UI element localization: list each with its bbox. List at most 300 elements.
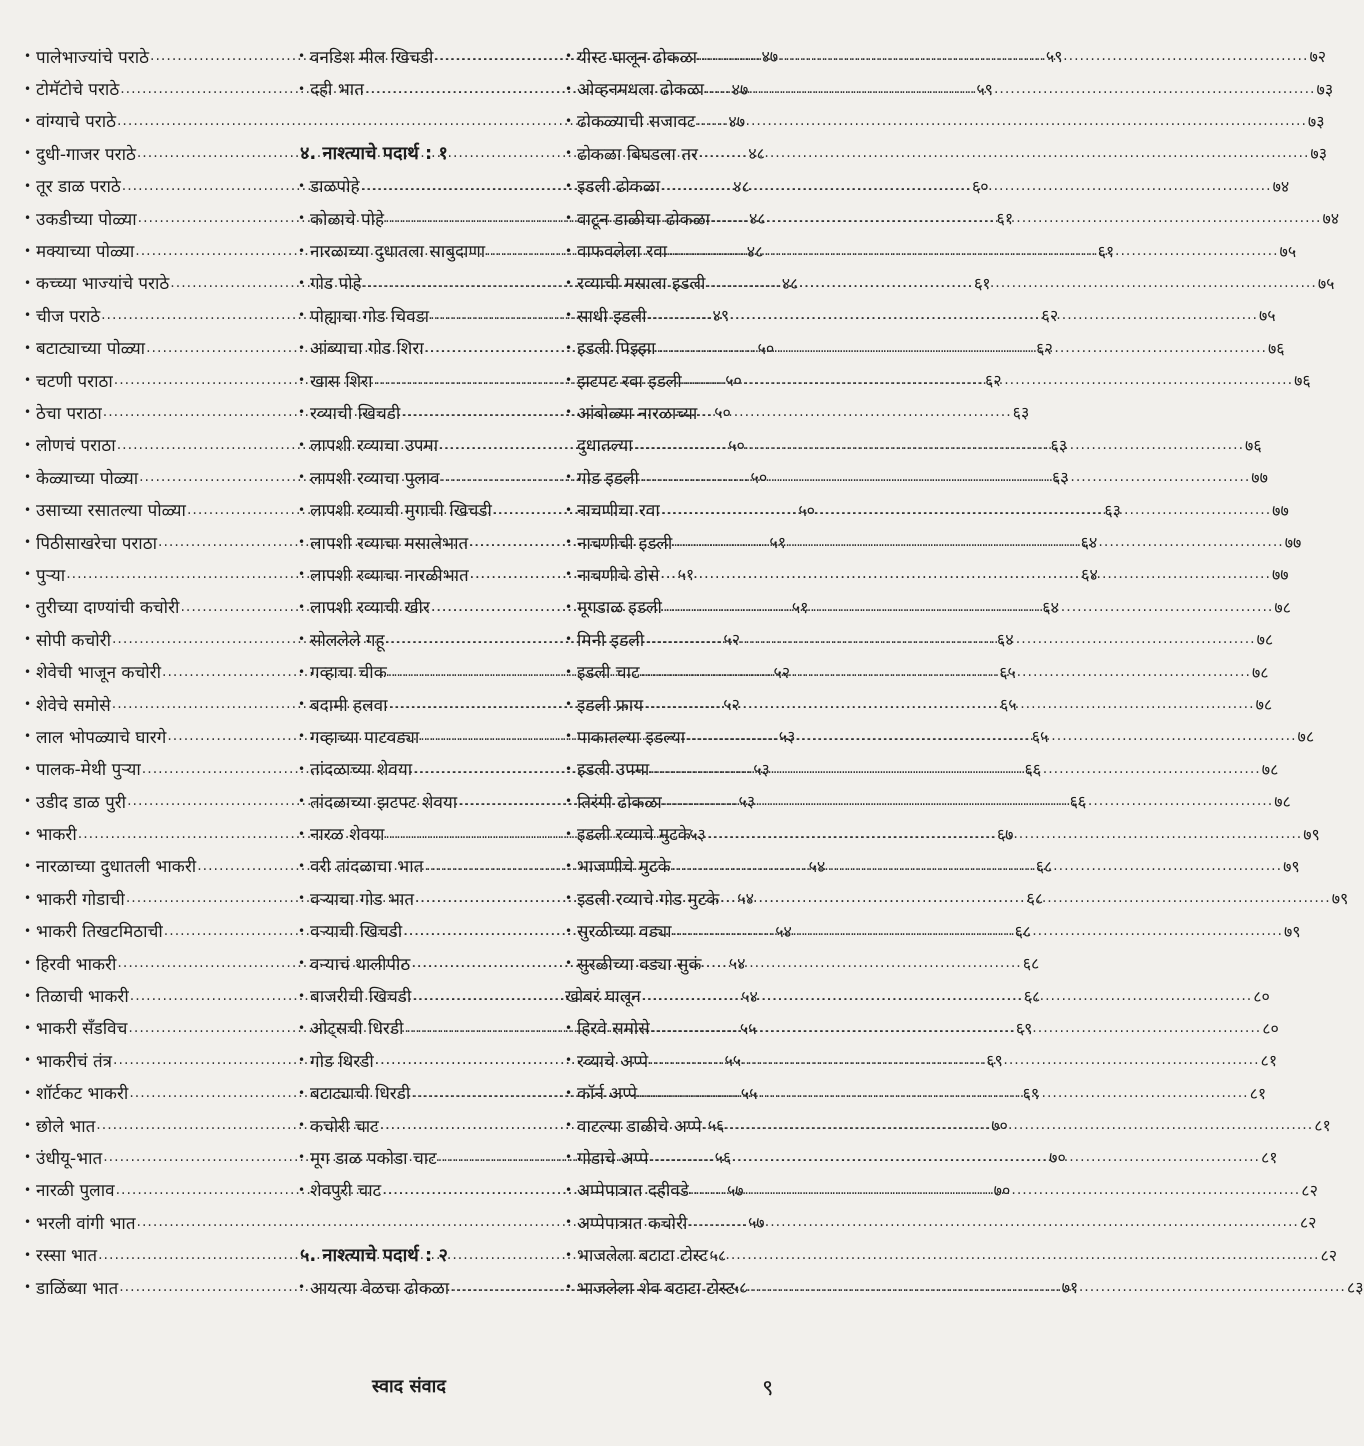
dot-leader xyxy=(650,1149,1260,1165)
entry-page-number: ७६ xyxy=(1267,338,1285,358)
bullet-icon: • xyxy=(565,1150,573,1165)
entry-title: वऱ्याची खिचडी xyxy=(310,922,403,943)
entry-title: वऱ्याचा गोड भात xyxy=(310,889,415,910)
bullet-icon: • xyxy=(298,49,306,64)
index-entry xyxy=(565,396,835,428)
bullet-icon: • xyxy=(24,178,32,193)
page-number: ९ xyxy=(762,1376,774,1401)
bullet-icon: • xyxy=(298,405,306,420)
entry-title: तांदळाच्या झटपट शेवया xyxy=(310,792,458,813)
entry-title: शेवेचे समोसे xyxy=(36,695,111,716)
bullet-icon: • xyxy=(24,308,32,323)
entry-page-number: ६३ xyxy=(1012,403,1030,423)
entry-title: गोड धिरडी xyxy=(310,1051,374,1072)
bullet-icon: • xyxy=(24,988,32,1003)
entry-title: उंधीयू-भात xyxy=(36,1148,103,1169)
entry-page-number: ६८ xyxy=(1023,986,1041,1006)
entry-page-number: ८१ xyxy=(1249,1083,1267,1103)
bullet-icon: • xyxy=(24,826,32,841)
entry-page-number: ४७ xyxy=(761,47,779,67)
entry-page-number: ५६ xyxy=(714,1148,732,1168)
bullet-icon: • xyxy=(24,1118,32,1133)
entry-page-number: ६४ xyxy=(1042,597,1059,617)
entry-page-number: ७२ xyxy=(1309,47,1327,67)
index-entry xyxy=(565,947,835,979)
entry-title: सोललेले गहू xyxy=(310,630,385,651)
entry-page-number: ४७ xyxy=(731,79,749,99)
bullet-icon: • xyxy=(565,761,573,776)
dot-leader xyxy=(661,178,1271,194)
entry-page-number: ५४ xyxy=(728,954,746,974)
entry-page-number: ५३ xyxy=(738,792,756,812)
entry-title: लापशी रव्याचा नारळीभात xyxy=(310,565,469,586)
entry-title: टोमॅटोचे पराठे xyxy=(36,80,120,101)
bullet-icon: • xyxy=(24,470,32,485)
bullet-icon: • xyxy=(298,794,306,809)
entry-page-number: ६८ xyxy=(1022,954,1040,974)
entry-page-number: ४८ xyxy=(748,144,765,164)
blank-line xyxy=(298,105,548,137)
section-heading-text: ४. नाश्त्याचे पदार्थ : १ xyxy=(300,143,448,165)
entry-title: लापशी रव्याचा उपमा xyxy=(310,436,439,457)
dot-leader xyxy=(649,1052,1259,1068)
entry-title: लापशी रव्याची मुगाची खिचडी xyxy=(310,501,492,522)
entry-title: इडली पिझ्झा xyxy=(577,339,656,360)
dot-leader xyxy=(641,664,1251,680)
entry-title: चीज पराठे xyxy=(36,306,101,327)
dot-leader xyxy=(688,1214,1298,1230)
entry-title: चटणी पराठा xyxy=(36,371,113,392)
bullet-icon: • xyxy=(24,437,32,452)
bullet-icon: • xyxy=(298,826,306,841)
bullet-icon: • xyxy=(298,340,306,355)
bullet-icon: • xyxy=(565,697,573,711)
dot-leader xyxy=(705,81,1315,97)
entry-page-number: ७९ xyxy=(1303,824,1320,844)
entry-title: कचोरी चाट xyxy=(310,1116,379,1137)
entry-page-number: ४८ xyxy=(781,273,799,293)
entry-title: तूर डाळ पराठे xyxy=(36,177,121,198)
entry-title: रव्याची खिचडी xyxy=(310,403,401,424)
entry-title: वांग्याचे पराठे xyxy=(36,112,116,133)
entry-page-number: ७५ xyxy=(1258,306,1276,326)
entry-page-number: ७० xyxy=(1049,1148,1066,1168)
entry-title: तुरीच्या दाण्यांची कचोरी xyxy=(36,598,180,619)
entry-title: वऱ्याचं थालीपीठ xyxy=(310,954,411,975)
entry-title: सुरळीच्या वड्या xyxy=(577,922,672,943)
entry-title: उसाच्या रसातल्या पोळ्या xyxy=(36,501,186,522)
entry-title: आंब्याचा गोड शिरा xyxy=(310,339,424,360)
dot-leader xyxy=(663,599,1273,615)
entry-page-number: ५५ xyxy=(739,1018,757,1038)
entry-page-number: ७८ xyxy=(1251,662,1269,682)
dot-leader xyxy=(709,1247,1319,1263)
entry-title: पुऱ्या xyxy=(36,565,66,586)
entry-page-number: ६१ xyxy=(973,273,991,293)
entry-title: यीस्ट घालून ढोकळा xyxy=(577,47,698,68)
entry-title: शॉर्टकट भाकरी xyxy=(36,1084,129,1105)
entry-page-number: ६३ xyxy=(1052,468,1069,488)
bullet-icon: • xyxy=(24,1247,32,1262)
bullet-icon: • xyxy=(565,794,573,809)
bullet-icon: • xyxy=(24,535,32,550)
bullet-icon: • xyxy=(565,1280,573,1295)
bullet-icon: • xyxy=(24,373,32,388)
entry-title: बदामी हलवा xyxy=(310,695,388,716)
entry-page-number: ६५ xyxy=(999,695,1017,714)
entry-page-number: ५५ xyxy=(724,1051,742,1071)
bullet-icon: • xyxy=(24,1020,32,1035)
entry-title: ढोकळा बिघडला तर xyxy=(577,144,698,165)
dot-leader xyxy=(703,1117,1313,1133)
dot-leader xyxy=(651,1020,1261,1036)
entry-page-number: ५९ xyxy=(976,79,993,99)
bullet-icon: • xyxy=(565,599,573,614)
entry-title: कोळाचे पोहे xyxy=(310,209,385,230)
entry-page-number: ८० xyxy=(1262,1018,1279,1038)
entry-page-number: ६४ xyxy=(996,630,1014,650)
dot-leader xyxy=(661,502,1271,518)
entry-page-number: ७३ xyxy=(1307,111,1325,131)
bullet-icon: • xyxy=(565,858,573,873)
bullet-icon: • xyxy=(24,567,32,582)
entry-page-number: ७६ xyxy=(1294,371,1311,391)
bullet-icon: • xyxy=(298,470,306,485)
bullet-icon: • xyxy=(298,178,306,193)
bullet-icon: • xyxy=(298,1085,306,1100)
entry-title: तिळाची भाकरी xyxy=(36,987,129,1008)
entry-page-number: ४७ xyxy=(728,111,746,131)
entry-title: रव्याचे अप्पे xyxy=(577,1051,649,1072)
entry-title: नाचणीचा रवा xyxy=(577,501,660,522)
entry-page-number: ६२ xyxy=(1036,338,1053,358)
bullet-icon: • xyxy=(565,81,573,96)
entry-page-number: ७८ xyxy=(1255,695,1273,714)
entry-title: हिरवी भाकरी xyxy=(36,954,117,975)
bullet-icon: • xyxy=(565,664,573,679)
bullet-icon: • xyxy=(24,632,32,647)
entry-title: भरली वांगी भात xyxy=(36,1213,136,1234)
entry-page-number: ७४ xyxy=(1272,176,1290,196)
bullet-icon: • xyxy=(24,1053,32,1068)
entry-page-number: ६२ xyxy=(1041,306,1059,326)
entry-title: भाकरी सँडविच xyxy=(36,1019,128,1040)
entry-title: भाकरी तिखटमिठाची xyxy=(36,922,163,943)
entry-page-number: ६९ xyxy=(1015,1018,1033,1038)
bullet-icon: • xyxy=(24,599,32,614)
entry-page-number: ५४ xyxy=(741,986,758,1006)
entry-title: गव्हाच्या पाटवड्या xyxy=(310,727,420,748)
bullet-icon: • xyxy=(298,729,306,744)
bullet-icon: • xyxy=(298,956,306,971)
entry-page-number: ८२ xyxy=(1301,1180,1318,1200)
entry-title: तिरंगी ढोकळा xyxy=(577,792,662,813)
entry-page-number: ५४ xyxy=(808,856,826,876)
entry-page-number: ६१ xyxy=(996,209,1014,229)
entry-page-number: ५० xyxy=(714,403,731,423)
bullet-icon: • xyxy=(24,243,32,258)
entry-title: मिनी इडली xyxy=(577,630,645,651)
entry-title: सुरळीच्या वड्या सुकं xyxy=(577,954,702,975)
bullet-icon: • xyxy=(298,535,306,550)
entry-title: ढोकळ्याची सजावट xyxy=(577,112,696,133)
entry-title: कॉर्न अप्पे xyxy=(577,1084,638,1105)
bullet-icon: • xyxy=(565,146,573,161)
section-heading-text: ५. नाश्त्याचे पदार्थ : २ xyxy=(300,1244,448,1266)
entry-title: सोपी कचोरी xyxy=(36,630,111,651)
bullet-icon: • xyxy=(565,1118,573,1133)
entry-title: रव्याची मसाला इडली xyxy=(577,274,706,295)
dot-leader xyxy=(683,372,1293,388)
entry-page-number: ६३ xyxy=(1050,435,1068,455)
entry-page-number: ७८ xyxy=(1261,759,1279,779)
entry-title: इडली चाट xyxy=(577,663,640,684)
dot-leader xyxy=(634,437,1244,453)
bullet-icon: • xyxy=(565,178,573,193)
entry-title: इडली फ्राय xyxy=(577,695,644,716)
entry-page-number: ६४ xyxy=(1081,565,1098,585)
entry-title: गव्हाचा चीक xyxy=(310,663,387,684)
entry-title: मक्याच्या पोळ्या xyxy=(36,242,135,263)
entry-page-number: ७९ xyxy=(1283,856,1300,876)
entry-page-number: ५० xyxy=(728,435,745,455)
entry-page-number: ८३ xyxy=(1346,1278,1364,1298)
bullet-icon: • xyxy=(298,437,306,452)
entry-page-number: ७३ xyxy=(1316,79,1334,99)
entry-page-number: ७८ xyxy=(1274,792,1291,812)
entry-page-number: ६० xyxy=(971,176,989,196)
dot-leader xyxy=(650,761,1260,777)
entry-page-number: ७७ xyxy=(1272,500,1289,520)
bullet-icon: • xyxy=(298,1182,306,1197)
entry-page-number: ५४ xyxy=(775,921,792,941)
bullet-icon: • xyxy=(565,275,573,290)
entry-page-number: ५३ xyxy=(689,824,706,844)
dot-leader xyxy=(644,696,1254,712)
index-entry xyxy=(565,137,1328,169)
entry-page-number: ५९ xyxy=(1045,47,1063,67)
entry-title: ठेचा पराठा xyxy=(36,403,102,424)
bullet-icon: • xyxy=(298,988,306,1003)
entry-page-number: ६५ xyxy=(1031,727,1049,747)
entry-title: नारळ शेवया xyxy=(310,825,385,846)
entry-page-number: ७६ xyxy=(1245,435,1262,455)
entry-page-number: ५० xyxy=(798,500,815,520)
entry-page-number: ६२ xyxy=(984,371,1002,391)
bullet-icon: • xyxy=(565,956,573,971)
entry-title: डाळिंब्या भात xyxy=(36,1278,119,1299)
entry-title: गोडाचे अप्पे xyxy=(577,1148,649,1169)
dot-leader xyxy=(661,566,1271,582)
entry-page-number: ७३ xyxy=(1310,144,1328,164)
dot-leader xyxy=(673,923,1283,939)
bullet-icon: • xyxy=(298,1053,306,1068)
entry-page-number: ६८ xyxy=(1035,856,1053,876)
bullet-icon: • xyxy=(565,405,573,420)
entry-title: वाटून डाळीचा ढोकळा xyxy=(577,209,711,230)
bullet-icon: • xyxy=(565,567,573,582)
entry-page-number: ७५ xyxy=(1279,241,1297,261)
entry-title: गोड पोहे xyxy=(310,274,362,295)
entry-title: नारळी पुलाव xyxy=(36,1181,115,1202)
bullet-icon: • xyxy=(565,211,573,226)
entry-page-number: ४८ xyxy=(749,209,766,229)
dot-leader xyxy=(699,145,1309,161)
index-entry xyxy=(565,1206,1317,1238)
entry-title: नाचणीचे डोसे xyxy=(577,565,660,586)
bullet-icon: • xyxy=(24,502,32,517)
entry-title: इडली रव्याचे मुटके xyxy=(577,825,691,846)
dot-leader xyxy=(642,988,1252,1004)
bullet-icon: • xyxy=(565,1247,573,1262)
bullet-icon: • xyxy=(24,891,32,906)
entry-page-number: ५१ xyxy=(769,533,787,553)
blank-line xyxy=(298,1206,548,1238)
entry-page-number: ४८ xyxy=(746,241,764,261)
entry-title: साधी इडली xyxy=(577,306,647,327)
entry-page-number: ५२ xyxy=(723,630,741,650)
entry-page-number: ८२ xyxy=(1320,1245,1338,1265)
bullet-icon: • xyxy=(298,632,306,647)
entry-title: वाटल्या डाळीचे अप्पे xyxy=(577,1116,702,1137)
dot-leader xyxy=(706,275,1316,291)
entry-page-number: ४९ xyxy=(712,306,730,326)
entry-page-number: ५० xyxy=(757,338,775,358)
entry-page-number: ७९ xyxy=(1283,921,1301,941)
entry-title: वरी तांदळाचा भात xyxy=(310,857,424,878)
bullet-icon: • xyxy=(24,405,32,420)
bullet-icon: • xyxy=(24,340,32,355)
bullet-icon: • xyxy=(565,729,573,744)
dot-leader xyxy=(645,631,1255,647)
entry-title: दुधातल्या xyxy=(577,436,633,457)
bullet-icon: • xyxy=(565,243,573,258)
entry-title: भाकरीचं तंत्र xyxy=(36,1051,113,1072)
dot-leader xyxy=(720,890,1330,906)
entry-title: झटपट रवा इडली xyxy=(577,371,682,392)
dot-leader xyxy=(698,48,1308,64)
entry-title: लोणचं पराठा xyxy=(36,436,116,457)
bullet-icon: • xyxy=(24,1085,32,1100)
bullet-icon: • xyxy=(565,826,573,841)
bullet-icon: • xyxy=(24,146,32,161)
entry-title: अप्पेपात्रात दहीवडे xyxy=(577,1181,689,1202)
bullet-icon: • xyxy=(298,697,306,711)
entry-page-number: ८१ xyxy=(1260,1051,1278,1071)
entry-title: इडली रव्याचे गोड मुटके xyxy=(577,889,720,910)
bullet-icon: • xyxy=(298,858,306,873)
entry-page-number: ६८ xyxy=(1014,921,1032,941)
entry-page-number: ८१ xyxy=(1314,1116,1331,1136)
entry-title: नारळाच्या दुधातली भाकरी xyxy=(36,857,197,878)
bullet-icon: • xyxy=(298,891,306,906)
entry-title: ओट्सची धिरडी xyxy=(310,1019,404,1040)
entry-page-number: ५० xyxy=(750,468,768,488)
entry-title: कच्च्या भाज्यांचे पराठे xyxy=(36,274,170,295)
entry-page-number: ७१ xyxy=(1061,1278,1079,1298)
entry-page-number: ६५ xyxy=(999,662,1016,682)
bullet-icon: • xyxy=(24,1280,32,1295)
entry-title: उडीद डाळ पुरी xyxy=(36,792,127,813)
entry-title: हिरवे समोसे xyxy=(577,1019,650,1040)
entry-title: बटाट्याच्या पोळ्या xyxy=(36,339,146,360)
entry-title: लापशी रव्याचा मसालेभात xyxy=(310,533,469,554)
entry-page-number: ७९ xyxy=(1331,889,1349,909)
bullet-icon: • xyxy=(24,49,32,64)
entry-title: तांदळाच्या शेवया xyxy=(310,760,413,781)
entry-page-number: ५६ xyxy=(707,1116,725,1136)
bullet-icon: • xyxy=(298,1118,306,1133)
bullet-icon: • xyxy=(565,1215,573,1230)
entry-title: शेवेची भाजून कचोरी xyxy=(36,663,162,684)
entry-page-number: ५१ xyxy=(677,565,695,585)
entry-title: उकडीच्या पोळ्या xyxy=(36,209,137,230)
entry-page-number: ६६ xyxy=(1069,792,1087,812)
entry-title: वनडिश मील खिचडी xyxy=(310,47,434,68)
bullet-icon: • xyxy=(298,243,306,258)
dot-leader xyxy=(673,534,1283,550)
section-heading xyxy=(298,137,548,169)
entry-title: लापशी रव्याची खीर xyxy=(310,598,430,619)
entry-title: नारळाच्या दुधातला साबुदाणा xyxy=(310,242,486,263)
entry-page-number: ७८ xyxy=(1297,727,1315,747)
bullet-icon: • xyxy=(565,923,573,938)
entry-title: खोबरं घालून xyxy=(565,987,641,1008)
dot-leader xyxy=(711,210,1321,226)
entry-page-number: ६४ xyxy=(1080,533,1098,553)
entry-page-number: ७० xyxy=(991,1116,1008,1136)
entry-page-number: ५१ xyxy=(791,597,809,617)
entry-page-number: ५४ xyxy=(737,889,754,909)
entry-title: लाल भोपळ्याचे घारगे xyxy=(36,727,167,748)
entry-title: छोले भात xyxy=(36,1116,96,1137)
section-heading xyxy=(298,1238,548,1270)
entry-page-number: ६६ xyxy=(1024,759,1042,779)
bullet-icon: • xyxy=(24,858,32,873)
bullet-icon: • xyxy=(24,761,32,776)
bullet-icon: • xyxy=(298,1020,306,1035)
entry-title: भाजलेला शेव बटाटा टोस्ट xyxy=(577,1278,735,1299)
entry-page-number: ५३ xyxy=(778,727,796,747)
dot-leader xyxy=(696,113,1306,129)
entry-title: आयत्या वेळचा ढोकळा xyxy=(310,1278,450,1299)
bullet-icon: • xyxy=(298,308,306,323)
entry-title: पालक-मेथी पुऱ्या xyxy=(36,760,141,781)
dot-leader xyxy=(692,826,1302,842)
bullet-icon: • xyxy=(298,373,306,388)
dot-leader xyxy=(638,1085,1248,1101)
entry-page-number: ५३ xyxy=(753,759,770,779)
entry-title: रस्सा भात xyxy=(36,1246,98,1267)
dot-leader xyxy=(648,307,1258,323)
bullet-icon: • xyxy=(565,1020,573,1035)
bullet-icon: • xyxy=(298,1150,306,1165)
entry-page-number: ६१ xyxy=(1097,241,1115,261)
footer-book-title: स्वाद संवाद xyxy=(372,1376,446,1397)
entry-title: पालेभाज्यांचे पराठे xyxy=(36,47,150,68)
bullet-icon: • xyxy=(565,1182,573,1197)
bullet-icon: • xyxy=(565,535,573,550)
bullet-icon: • xyxy=(565,113,573,128)
bullet-icon: • xyxy=(298,1280,306,1295)
entry-title: भाकरी गोडाची xyxy=(36,889,125,910)
entry-title: खास शिरा xyxy=(310,371,373,392)
bullet-icon: • xyxy=(298,502,306,517)
entry-page-number: ८१ xyxy=(1260,1148,1278,1168)
entry-page-number: ६७ xyxy=(996,824,1014,844)
entry-title: दुधी-गाजर पराठे xyxy=(36,144,136,165)
entry-title: अप्पेपात्रात कचोरी xyxy=(577,1213,688,1234)
